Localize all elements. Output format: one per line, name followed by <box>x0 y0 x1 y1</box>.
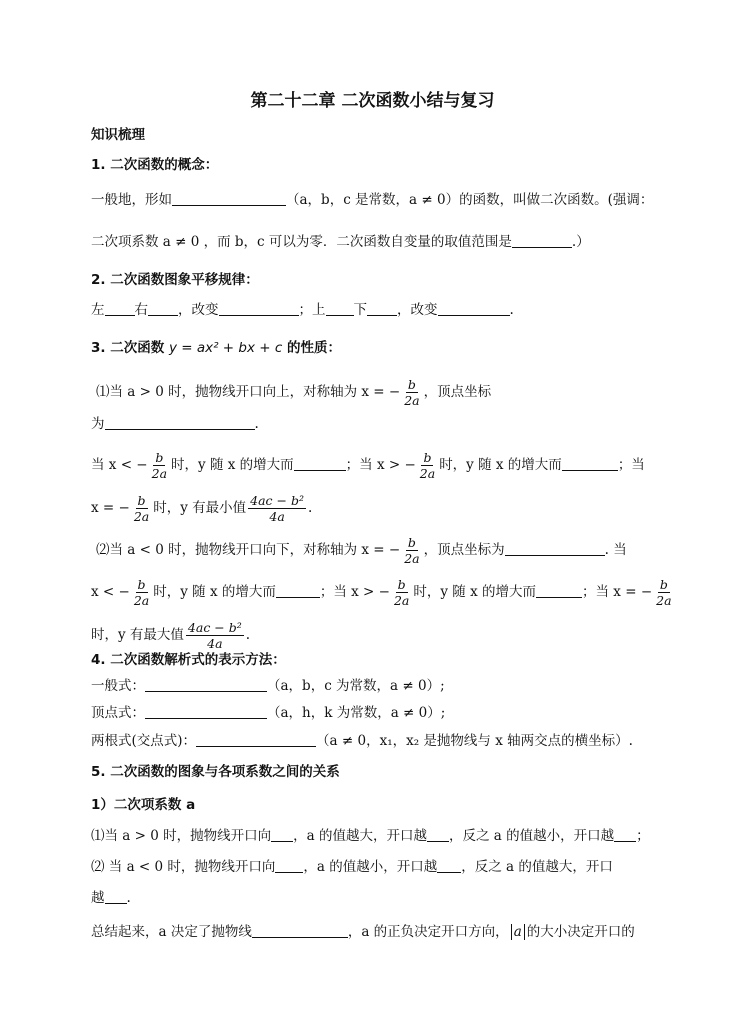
fill-in-blank <box>252 923 348 938</box>
s3-case1-line3: 当 x < − $\frac{b}{2a}$ 时，y 随 x 的增大而 ；当 x > − $\frac{b}{2a}$ 时，y 随 x 的增大而 ；当 <box>91 450 645 481</box>
fraction: $\frac{b}{2a}$ <box>133 577 150 608</box>
fill-in-blank <box>105 301 135 316</box>
s3-heading: 3. 二次函数 y = ax² + bx + c 的性质： <box>91 340 341 356</box>
fill-in-blank <box>427 827 449 842</box>
fill-in-blank <box>148 301 178 316</box>
s5-line1: ⑴当 a > 0 时，抛物线开口向 ，a 的值越大，开口越 ，反之 a 的值越小，开口越 ； <box>91 828 650 844</box>
fill-in-blank <box>196 732 316 747</box>
s4-general-form: 一般式： （a，b，c 为常数，a ≠ 0）; <box>91 678 445 694</box>
abs-a: a <box>511 924 525 940</box>
s3-case1-line2: 为 . <box>91 416 259 432</box>
s1-line1: 一般地，形如 （a，b，c 是常数，a ≠ 0）的函数，叫做二次函数。(强调： <box>91 192 654 208</box>
s5-subheading: 1）二次项系数 a <box>91 797 196 813</box>
fraction: $\frac{\text{4ac − b²}}{4a}$ <box>250 493 304 524</box>
s5-heading: 5. 二次函数的图象与各项系数之间的关系 <box>91 764 340 780</box>
fill-in-blank <box>437 858 461 873</box>
fill-in-blank <box>271 827 293 842</box>
fraction: $\frac{b}{2a}$ <box>419 450 436 481</box>
fill-in-blank <box>275 858 303 873</box>
s3-case2-line3: 时，y 有最大值 $\frac{\text{4ac − b²}}{4a}$ . <box>91 620 251 651</box>
fraction: $\frac{b}{2a}$ <box>656 577 672 608</box>
quadratic-formula: y = ax² + bx + c <box>168 340 283 356</box>
fill-in-blank <box>326 301 354 316</box>
fill-in-blank <box>105 889 127 904</box>
s5-line4: 总结起来，a 决定了抛物线 ，a 的正负决定开口方向， a 的大小决定开口的 <box>91 924 635 940</box>
fill-in-blank <box>438 301 510 316</box>
s1-heading: 1. 二次函数的概念： <box>91 157 219 173</box>
fill-in-blank <box>105 415 255 430</box>
s3-case1-line4: x = − $\frac{b}{2a}$ 时，y 有最小值 $\frac{\text{4ac − b²}}{4a}$ . <box>91 493 313 524</box>
fraction: $\frac{b}{2a}$ <box>404 377 420 408</box>
fill-in-blank <box>367 301 397 316</box>
page-title: 第二十二章 二次函数小结与复习 <box>250 91 495 111</box>
fill-in-blank <box>145 704 267 719</box>
fraction: $\frac{b}{2a}$ <box>404 535 420 566</box>
fraction: $\frac{b}{2a}$ <box>393 577 410 608</box>
fill-in-blank <box>562 456 618 471</box>
s1-line2: 二次项系数 a ≠ 0 ，而 b，c 可以为零．二次函数自变量的取值范围是 .） <box>91 234 590 250</box>
s4-root-form: 两根式(交点式)： （a ≠ 0，x₁，x₂ 是抛物线与 x 轴两交点的横坐标）. <box>91 733 633 749</box>
fraction: $\frac{b}{2a}$ <box>151 450 168 481</box>
fraction: $\frac{\text{4ac − b²}}{4a}$ <box>187 620 242 651</box>
s2-heading: 2. 二次函数图象平移规律： <box>91 272 259 288</box>
section-heading: 知识梳理 <box>91 127 145 143</box>
fill-in-blank <box>276 583 320 598</box>
fill-in-blank <box>145 677 267 692</box>
fill-in-blank <box>172 191 286 206</box>
fill-in-blank <box>219 301 299 316</box>
fill-in-blank <box>505 541 605 556</box>
s5-line3: 越 . <box>91 890 131 906</box>
s4-vertex-form: 顶点式： （a，h，k 为常数，a ≠ 0）; <box>91 705 446 721</box>
fill-in-blank <box>512 233 572 248</box>
fill-in-blank <box>294 456 346 471</box>
s3-case2-line2: x < − $\frac{b}{2a}$ 时，y 随 x 的增大而 ；当 x > − $\frac{b}{2a}$ 时，y 随 x 的增大而 ；当 x = − $\frac{b}{2a}$ <box>91 577 672 608</box>
s5-line2: ⑵ 当 a < 0 时，抛物线开口向 ，a 的值越小，开口越 ，反之 a 的值越大，开口 <box>91 859 613 875</box>
s2-line: 左 右 ，改变 ；上 下 ，改变 . <box>91 302 514 318</box>
fill-in-blank <box>536 583 582 598</box>
fraction: $\frac{b}{2a}$ <box>133 493 150 524</box>
fill-in-blank <box>614 827 636 842</box>
s4-heading: 4. 二次函数解析式的表示方法： <box>91 652 286 668</box>
s3-case1-line1: ⑴当 a > 0 时，抛物线开口向上，对称轴为 x = − $\frac{b}{2a}$ ，顶点坐标 <box>96 377 492 408</box>
s3-case2-line1: ⑵当 a < 0 时，抛物线开口向下，对称轴为 x = − $\frac{b}{2a}$ ，顶点坐标为 . 当 <box>96 535 627 566</box>
